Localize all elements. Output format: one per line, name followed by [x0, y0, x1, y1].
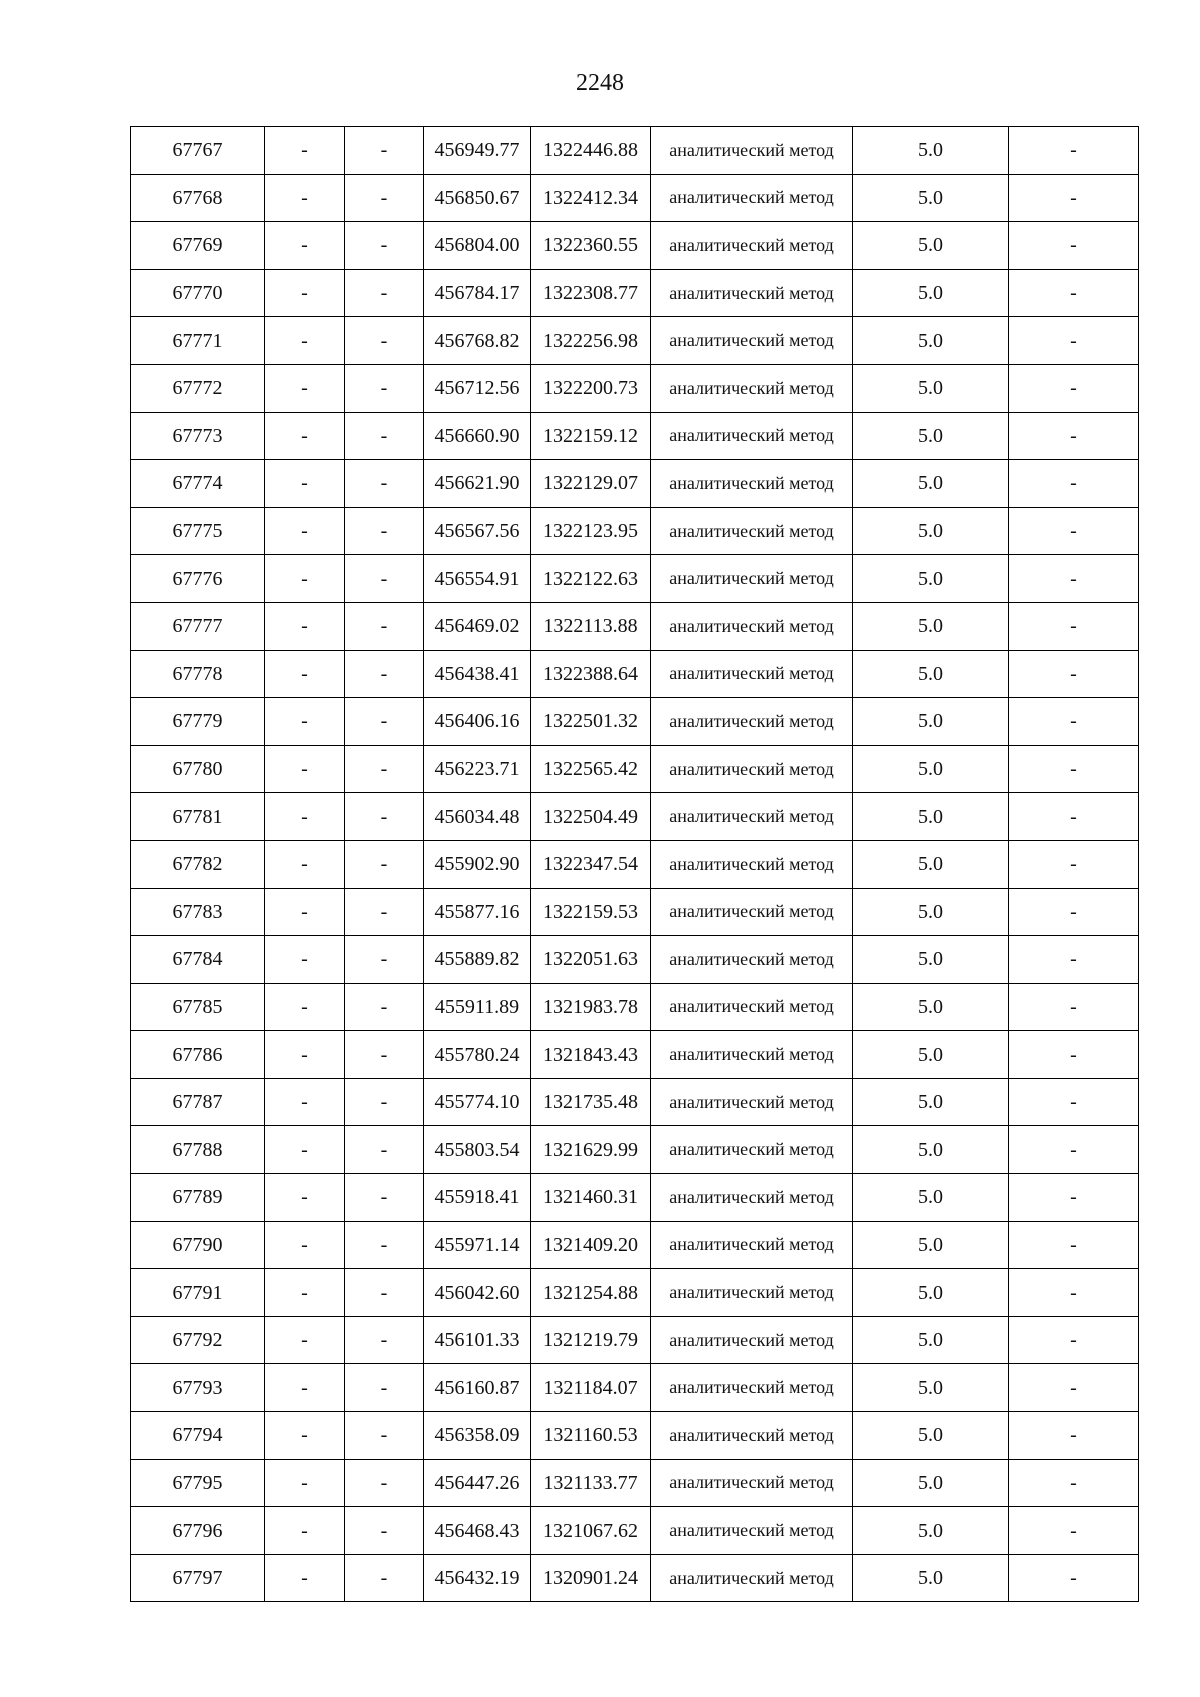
empty-cell-a: - — [265, 983, 345, 1031]
note-cell: - — [1009, 1078, 1139, 1126]
y-coordinate-cell: 1321983.78 — [531, 983, 651, 1031]
note-cell: - — [1009, 1554, 1139, 1602]
accuracy-cell: 5.0 — [853, 1174, 1009, 1222]
empty-cell-b: - — [345, 745, 424, 793]
note-cell: - — [1009, 1221, 1139, 1269]
table-row — [131, 1221, 1139, 1269]
table-row — [131, 888, 1139, 936]
empty-cell-a: - — [265, 460, 345, 508]
y-coordinate-cell: 1321067.62 — [531, 1507, 651, 1555]
accuracy-cell: 5.0 — [853, 793, 1009, 841]
x-coordinate-cell: 456406.16 — [424, 698, 531, 746]
empty-cell-b: - — [345, 174, 424, 222]
note-cell: - — [1009, 983, 1139, 1031]
empty-cell-a: - — [265, 698, 345, 746]
empty-cell-a: - — [265, 840, 345, 888]
empty-cell-a: - — [265, 174, 345, 222]
empty-cell-a: - — [265, 1459, 345, 1507]
accuracy-cell: 5.0 — [853, 1078, 1009, 1126]
method-cell: аналитический метод — [651, 460, 853, 508]
x-coordinate-cell: 455918.41 — [424, 1174, 531, 1222]
point-number-cell: 67796 — [131, 1507, 265, 1555]
accuracy-cell: 5.0 — [853, 698, 1009, 746]
method-cell: аналитический метод — [651, 793, 853, 841]
point-number-cell: 67782 — [131, 840, 265, 888]
point-number-cell: 67783 — [131, 888, 265, 936]
empty-cell-b: - — [345, 269, 424, 317]
method-cell: аналитический метод — [651, 888, 853, 936]
empty-cell-a: - — [265, 1507, 345, 1555]
note-cell: - — [1009, 1459, 1139, 1507]
point-number-cell: 67770 — [131, 269, 265, 317]
method-cell: аналитический метод — [651, 1174, 853, 1222]
point-number-cell: 67794 — [131, 1412, 265, 1460]
x-coordinate-cell: 456432.19 — [424, 1554, 531, 1602]
method-cell: аналитический метод — [651, 412, 853, 460]
accuracy-cell: 5.0 — [853, 936, 1009, 984]
method-cell: аналитический метод — [651, 174, 853, 222]
accuracy-cell: 5.0 — [853, 840, 1009, 888]
method-cell: аналитический метод — [651, 1364, 853, 1412]
empty-cell-b: - — [345, 1269, 424, 1317]
coordinates-table — [130, 126, 1139, 1602]
table-row — [131, 1364, 1139, 1412]
empty-cell-b: - — [345, 127, 424, 175]
note-cell: - — [1009, 936, 1139, 984]
table-row — [131, 1507, 1139, 1555]
table-row — [131, 1078, 1139, 1126]
empty-cell-a: - — [265, 1031, 345, 1079]
empty-cell-b: - — [345, 555, 424, 603]
accuracy-cell: 5.0 — [853, 983, 1009, 1031]
method-cell: аналитический метод — [651, 1031, 853, 1079]
x-coordinate-cell: 456034.48 — [424, 793, 531, 841]
accuracy-cell: 5.0 — [853, 507, 1009, 555]
x-coordinate-cell: 456101.33 — [424, 1316, 531, 1364]
note-cell: - — [1009, 840, 1139, 888]
x-coordinate-cell: 456949.77 — [424, 127, 531, 175]
method-cell: аналитический метод — [651, 555, 853, 603]
table-row — [131, 1174, 1139, 1222]
empty-cell-b: - — [345, 1031, 424, 1079]
empty-cell-b: - — [345, 1412, 424, 1460]
empty-cell-b: - — [345, 1507, 424, 1555]
x-coordinate-cell: 456554.91 — [424, 555, 531, 603]
empty-cell-a: - — [265, 317, 345, 365]
accuracy-cell: 5.0 — [853, 364, 1009, 412]
x-coordinate-cell: 456358.09 — [424, 1412, 531, 1460]
point-number-cell: 67787 — [131, 1078, 265, 1126]
table-row — [131, 269, 1139, 317]
note-cell: - — [1009, 793, 1139, 841]
method-cell: аналитический метод — [651, 1126, 853, 1174]
y-coordinate-cell: 1321219.79 — [531, 1316, 651, 1364]
table-row — [131, 1459, 1139, 1507]
y-coordinate-cell: 1321843.43 — [531, 1031, 651, 1079]
empty-cell-b: - — [345, 602, 424, 650]
empty-cell-b: - — [345, 412, 424, 460]
y-coordinate-cell: 1321184.07 — [531, 1364, 651, 1412]
note-cell: - — [1009, 745, 1139, 793]
method-cell: аналитический метод — [651, 317, 853, 365]
x-coordinate-cell: 455774.10 — [424, 1078, 531, 1126]
empty-cell-a: - — [265, 1174, 345, 1222]
note-cell: - — [1009, 1031, 1139, 1079]
point-number-cell: 67767 — [131, 127, 265, 175]
accuracy-cell: 5.0 — [853, 1412, 1009, 1460]
y-coordinate-cell: 1322123.95 — [531, 507, 651, 555]
table-row — [131, 983, 1139, 1031]
point-number-cell: 67780 — [131, 745, 265, 793]
note-cell: - — [1009, 1412, 1139, 1460]
y-coordinate-cell: 1322412.34 — [531, 174, 651, 222]
x-coordinate-cell: 456660.90 — [424, 412, 531, 460]
note-cell: - — [1009, 602, 1139, 650]
x-coordinate-cell: 456621.90 — [424, 460, 531, 508]
accuracy-cell: 5.0 — [853, 555, 1009, 603]
empty-cell-a: - — [265, 507, 345, 555]
empty-cell-b: - — [345, 1174, 424, 1222]
note-cell: - — [1009, 1126, 1139, 1174]
y-coordinate-cell: 1321409.20 — [531, 1221, 651, 1269]
method-cell: аналитический метод — [651, 1459, 853, 1507]
note-cell: - — [1009, 222, 1139, 270]
accuracy-cell: 5.0 — [853, 1554, 1009, 1602]
note-cell: - — [1009, 127, 1139, 175]
point-number-cell: 67779 — [131, 698, 265, 746]
point-number-cell: 67772 — [131, 364, 265, 412]
accuracy-cell: 5.0 — [853, 1126, 1009, 1174]
empty-cell-b: - — [345, 1459, 424, 1507]
table-row — [131, 650, 1139, 698]
empty-cell-b: - — [345, 364, 424, 412]
note-cell: - — [1009, 364, 1139, 412]
note-cell: - — [1009, 1364, 1139, 1412]
x-coordinate-cell: 455889.82 — [424, 936, 531, 984]
point-number-cell: 67784 — [131, 936, 265, 984]
y-coordinate-cell: 1321460.31 — [531, 1174, 651, 1222]
note-cell: - — [1009, 888, 1139, 936]
point-number-cell: 67786 — [131, 1031, 265, 1079]
method-cell: аналитический метод — [651, 1316, 853, 1364]
y-coordinate-cell: 1322565.42 — [531, 745, 651, 793]
empty-cell-b: - — [345, 1554, 424, 1602]
y-coordinate-cell: 1322159.53 — [531, 888, 651, 936]
empty-cell-a: - — [265, 1221, 345, 1269]
point-number-cell: 67776 — [131, 555, 265, 603]
table-row — [131, 745, 1139, 793]
empty-cell-a: - — [265, 364, 345, 412]
note-cell: - — [1009, 1269, 1139, 1317]
accuracy-cell: 5.0 — [853, 174, 1009, 222]
method-cell: аналитический метод — [651, 1412, 853, 1460]
x-coordinate-cell: 456567.56 — [424, 507, 531, 555]
empty-cell-a: - — [265, 936, 345, 984]
x-coordinate-cell: 455877.16 — [424, 888, 531, 936]
accuracy-cell: 5.0 — [853, 222, 1009, 270]
empty-cell-a: - — [265, 222, 345, 270]
table-row — [131, 1269, 1139, 1317]
point-number-cell: 67792 — [131, 1316, 265, 1364]
accuracy-cell: 5.0 — [853, 127, 1009, 175]
empty-cell-b: - — [345, 1078, 424, 1126]
table-body — [131, 127, 1139, 1602]
accuracy-cell: 5.0 — [853, 1507, 1009, 1555]
point-number-cell: 67785 — [131, 983, 265, 1031]
x-coordinate-cell: 456438.41 — [424, 650, 531, 698]
y-coordinate-cell: 1322347.54 — [531, 840, 651, 888]
method-cell: аналитический метод — [651, 1269, 853, 1317]
y-coordinate-cell: 1321133.77 — [531, 1459, 651, 1507]
empty-cell-b: - — [345, 698, 424, 746]
y-coordinate-cell: 1322388.64 — [531, 650, 651, 698]
empty-cell-a: - — [265, 555, 345, 603]
table-row — [131, 602, 1139, 650]
x-coordinate-cell: 456160.87 — [424, 1364, 531, 1412]
x-coordinate-cell: 455911.89 — [424, 983, 531, 1031]
accuracy-cell: 5.0 — [853, 1031, 1009, 1079]
accuracy-cell: 5.0 — [853, 888, 1009, 936]
method-cell: аналитический метод — [651, 983, 853, 1031]
y-coordinate-cell: 1322308.77 — [531, 269, 651, 317]
accuracy-cell: 5.0 — [853, 1459, 1009, 1507]
point-number-cell: 67790 — [131, 1221, 265, 1269]
table-row — [131, 222, 1139, 270]
accuracy-cell: 5.0 — [853, 602, 1009, 650]
note-cell: - — [1009, 1174, 1139, 1222]
y-coordinate-cell: 1322504.49 — [531, 793, 651, 841]
note-cell: - — [1009, 269, 1139, 317]
empty-cell-a: - — [265, 127, 345, 175]
empty-cell-b: - — [345, 507, 424, 555]
y-coordinate-cell: 1322501.32 — [531, 698, 651, 746]
x-coordinate-cell: 456784.17 — [424, 269, 531, 317]
method-cell: аналитический метод — [651, 1554, 853, 1602]
table-row — [131, 1412, 1139, 1460]
note-cell: - — [1009, 317, 1139, 365]
method-cell: аналитический метод — [651, 745, 853, 793]
empty-cell-a: - — [265, 1364, 345, 1412]
empty-cell-b: - — [345, 793, 424, 841]
note-cell: - — [1009, 460, 1139, 508]
empty-cell-a: - — [265, 650, 345, 698]
empty-cell-b: - — [345, 983, 424, 1031]
y-coordinate-cell: 1322051.63 — [531, 936, 651, 984]
accuracy-cell: 5.0 — [853, 317, 1009, 365]
method-cell: аналитический метод — [651, 364, 853, 412]
y-coordinate-cell: 1322159.12 — [531, 412, 651, 460]
y-coordinate-cell: 1320901.24 — [531, 1554, 651, 1602]
point-number-cell: 67781 — [131, 793, 265, 841]
accuracy-cell: 5.0 — [853, 1316, 1009, 1364]
table-row — [131, 317, 1139, 365]
method-cell: аналитический метод — [651, 602, 853, 650]
x-coordinate-cell: 455902.90 — [424, 840, 531, 888]
empty-cell-a: - — [265, 269, 345, 317]
method-cell: аналитический метод — [651, 650, 853, 698]
point-number-cell: 67788 — [131, 1126, 265, 1174]
y-coordinate-cell: 1322122.63 — [531, 555, 651, 603]
table-row — [131, 698, 1139, 746]
empty-cell-b: - — [345, 222, 424, 270]
y-coordinate-cell: 1321254.88 — [531, 1269, 651, 1317]
empty-cell-a: - — [265, 745, 345, 793]
empty-cell-b: - — [345, 1221, 424, 1269]
empty-cell-a: - — [265, 1269, 345, 1317]
empty-cell-a: - — [265, 1554, 345, 1602]
accuracy-cell: 5.0 — [853, 1269, 1009, 1317]
y-coordinate-cell: 1322256.98 — [531, 317, 651, 365]
empty-cell-a: - — [265, 1078, 345, 1126]
empty-cell-a: - — [265, 412, 345, 460]
point-number-cell: 67774 — [131, 460, 265, 508]
x-coordinate-cell: 456223.71 — [424, 745, 531, 793]
page-number: 2248 — [576, 70, 624, 96]
method-cell: аналитический метод — [651, 507, 853, 555]
accuracy-cell: 5.0 — [853, 460, 1009, 508]
table-row — [131, 507, 1139, 555]
x-coordinate-cell: 456804.00 — [424, 222, 531, 270]
empty-cell-a: - — [265, 1412, 345, 1460]
x-coordinate-cell: 455971.14 — [424, 1221, 531, 1269]
note-cell: - — [1009, 174, 1139, 222]
empty-cell-a: - — [265, 1316, 345, 1364]
y-coordinate-cell: 1322446.88 — [531, 127, 651, 175]
accuracy-cell: 5.0 — [853, 1221, 1009, 1269]
empty-cell-b: - — [345, 460, 424, 508]
y-coordinate-cell: 1322200.73 — [531, 364, 651, 412]
empty-cell-b: - — [345, 650, 424, 698]
point-number-cell: 67768 — [131, 174, 265, 222]
x-coordinate-cell: 456850.67 — [424, 174, 531, 222]
note-cell: - — [1009, 412, 1139, 460]
accuracy-cell: 5.0 — [853, 745, 1009, 793]
method-cell: аналитический метод — [651, 127, 853, 175]
table-row — [131, 1126, 1139, 1174]
point-number-cell: 67789 — [131, 1174, 265, 1222]
table-row — [131, 1554, 1139, 1602]
table-row — [131, 1316, 1139, 1364]
method-cell: аналитический метод — [651, 269, 853, 317]
empty-cell-b: - — [345, 1364, 424, 1412]
accuracy-cell: 5.0 — [853, 650, 1009, 698]
empty-cell-b: - — [345, 840, 424, 888]
note-cell: - — [1009, 650, 1139, 698]
method-cell: аналитический метод — [651, 1507, 853, 1555]
point-number-cell: 67777 — [131, 602, 265, 650]
table-row — [131, 460, 1139, 508]
table-row — [131, 555, 1139, 603]
method-cell: аналитический метод — [651, 840, 853, 888]
x-coordinate-cell: 455780.24 — [424, 1031, 531, 1079]
point-number-cell: 67773 — [131, 412, 265, 460]
note-cell: - — [1009, 1507, 1139, 1555]
point-number-cell: 67771 — [131, 317, 265, 365]
note-cell: - — [1009, 507, 1139, 555]
accuracy-cell: 5.0 — [853, 1364, 1009, 1412]
point-number-cell: 67797 — [131, 1554, 265, 1602]
note-cell: - — [1009, 1316, 1139, 1364]
table-row — [131, 840, 1139, 888]
x-coordinate-cell: 456468.43 — [424, 1507, 531, 1555]
empty-cell-a: - — [265, 1126, 345, 1174]
empty-cell-a: - — [265, 888, 345, 936]
table-row — [131, 1031, 1139, 1079]
x-coordinate-cell: 456712.56 — [424, 364, 531, 412]
point-number-cell: 67778 — [131, 650, 265, 698]
method-cell: аналитический метод — [651, 698, 853, 746]
empty-cell-b: - — [345, 1316, 424, 1364]
method-cell: аналитический метод — [651, 222, 853, 270]
empty-cell-b: - — [345, 1126, 424, 1174]
y-coordinate-cell: 1321160.53 — [531, 1412, 651, 1460]
method-cell: аналитический метод — [651, 936, 853, 984]
x-coordinate-cell: 456768.82 — [424, 317, 531, 365]
table-row — [131, 936, 1139, 984]
empty-cell-b: - — [345, 888, 424, 936]
table-row — [131, 412, 1139, 460]
table-row — [131, 174, 1139, 222]
x-coordinate-cell: 456469.02 — [424, 602, 531, 650]
accuracy-cell: 5.0 — [853, 269, 1009, 317]
point-number-cell: 67775 — [131, 507, 265, 555]
empty-cell-a: - — [265, 602, 345, 650]
empty-cell-b: - — [345, 936, 424, 984]
empty-cell-a: - — [265, 793, 345, 841]
empty-cell-b: - — [345, 317, 424, 365]
x-coordinate-cell: 456447.26 — [424, 1459, 531, 1507]
y-coordinate-cell: 1322129.07 — [531, 460, 651, 508]
table-row — [131, 127, 1139, 175]
y-coordinate-cell: 1322360.55 — [531, 222, 651, 270]
y-coordinate-cell: 1321629.99 — [531, 1126, 651, 1174]
method-cell: аналитический метод — [651, 1221, 853, 1269]
point-number-cell: 67791 — [131, 1269, 265, 1317]
table-row — [131, 364, 1139, 412]
method-cell: аналитический метод — [651, 1078, 853, 1126]
note-cell: - — [1009, 698, 1139, 746]
x-coordinate-cell: 455803.54 — [424, 1126, 531, 1174]
note-cell: - — [1009, 555, 1139, 603]
point-number-cell: 67769 — [131, 222, 265, 270]
x-coordinate-cell: 456042.60 — [424, 1269, 531, 1317]
table-row — [131, 793, 1139, 841]
y-coordinate-cell: 1321735.48 — [531, 1078, 651, 1126]
point-number-cell: 67795 — [131, 1459, 265, 1507]
accuracy-cell: 5.0 — [853, 412, 1009, 460]
point-number-cell: 67793 — [131, 1364, 265, 1412]
y-coordinate-cell: 1322113.88 — [531, 602, 651, 650]
